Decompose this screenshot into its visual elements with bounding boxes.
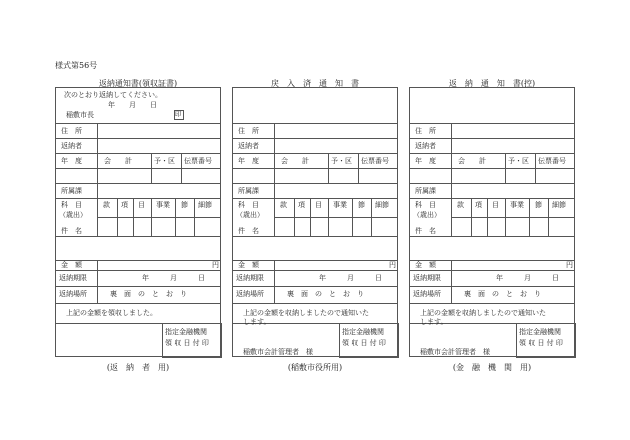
setsu-label: 節: [358, 201, 365, 209]
deadline-label: 返納期限: [236, 274, 264, 282]
row-divider: [97, 217, 220, 218]
row-divider: [410, 123, 574, 124]
row-divider: [56, 183, 220, 184]
amount-label: 金 額: [415, 261, 436, 269]
jigyou-label: 事業: [156, 201, 170, 209]
column-divider: [505, 153, 506, 168]
saisetsu-label: 細節: [198, 201, 212, 209]
moku-label: 目: [492, 201, 499, 209]
row-divider: [410, 198, 574, 199]
row-divider: [56, 198, 220, 199]
row-divider: [233, 168, 397, 169]
column-divider: [97, 138, 98, 153]
place-label: 返納場所: [59, 290, 87, 298]
receipt-text-2: します。: [243, 318, 271, 326]
column-divider: [97, 168, 98, 183]
receipt-text-1: 上記の金額を収納しましたので通知いた: [420, 309, 546, 317]
row-divider: [233, 286, 397, 287]
account-label: 会 計: [104, 157, 132, 165]
row-divider: [410, 168, 574, 169]
form-panel-1: [55, 87, 221, 357]
yoku-label: 予・区: [508, 157, 529, 165]
row-divider: [233, 198, 397, 199]
deadline-date: 年 月 日: [496, 274, 559, 282]
kou-label: 項: [121, 201, 128, 209]
subject-label: 科 目: [61, 201, 82, 209]
column-divider: [181, 153, 182, 168]
place-value: 裏 面 の と お り: [464, 290, 541, 298]
matter-label: 件 名: [415, 227, 436, 235]
saisetsu-label: 細節: [375, 201, 389, 209]
column-divider: [151, 168, 152, 183]
column-divider: [97, 270, 98, 286]
column-divider: [274, 270, 275, 286]
form-panel-2: [232, 87, 398, 357]
column-divider: [274, 286, 275, 303]
kan-label: 款: [457, 201, 464, 209]
amount-label: 金 額: [238, 261, 259, 269]
kou-label: 項: [475, 201, 482, 209]
row-divider: [274, 217, 397, 218]
column-divider: [274, 153, 275, 168]
bank-line-2: 領 収 日 付 印: [342, 339, 386, 347]
row-divider: [451, 217, 574, 218]
moku-label: 目: [315, 201, 322, 209]
yoku-label: 予・区: [331, 157, 352, 165]
column-divider: [181, 168, 182, 183]
receipt-text-1: 上記の金額を領収しました。: [66, 309, 157, 317]
column-divider: [451, 183, 452, 198]
kan-label: 款: [280, 201, 287, 209]
department-label: 所属課: [238, 187, 259, 195]
setsu-label: 節: [181, 201, 188, 209]
place-value: 裏 面 の と お り: [110, 290, 187, 298]
address-label: 住 所: [238, 127, 259, 135]
row-divider: [233, 270, 397, 271]
subject-label: 科 目: [415, 201, 436, 209]
bank-line-1: 指定金融機関: [519, 328, 561, 336]
slip-number-label: 伝票番号: [361, 157, 389, 165]
deadline-date: 年 月 日: [319, 274, 382, 282]
column-divider: [97, 123, 98, 138]
amount-label: 金 額: [61, 261, 82, 269]
account-label: 会 計: [458, 157, 486, 165]
subject-label: 科 目: [238, 201, 259, 209]
column-divider: [358, 168, 359, 183]
panel-footer: (金 融 機 関 用): [452, 363, 532, 372]
bank-line-2: 領 収 日 付 印: [165, 339, 209, 347]
column-divider: [97, 260, 98, 270]
column-divider: [535, 168, 536, 183]
column-divider: [274, 183, 275, 198]
column-divider: [451, 260, 452, 270]
matter-label: 件 名: [238, 227, 259, 235]
jigyou-label: 事業: [333, 201, 347, 209]
department-label: 所属課: [415, 187, 436, 195]
column-divider: [451, 153, 452, 168]
column-divider: [451, 168, 452, 183]
jigyou-label: 事業: [510, 201, 524, 209]
panel-footer: (稲敷市役所用): [287, 363, 343, 372]
deadline-date: 年 月 日: [142, 274, 205, 282]
subject-sub-label: （歳出）: [236, 211, 264, 219]
panel-title: 戻 入 済 通 知 書: [271, 79, 359, 88]
panel-footer: (返 納 者 用): [106, 363, 170, 372]
column-divider: [535, 153, 536, 168]
column-divider: [451, 270, 452, 286]
column-divider: [451, 138, 452, 153]
row-divider: [410, 286, 574, 287]
column-divider: [274, 260, 275, 270]
signatory: 稲敷市会計管理者 様: [243, 348, 313, 356]
receipt-text-2: します。: [420, 318, 448, 326]
column-divider: [97, 153, 98, 168]
notice-line: 次のとおり返納してください。: [64, 91, 162, 99]
signatory: 稲敷市会計管理者 様: [420, 348, 490, 356]
slip-number-label: 伝票番号: [538, 157, 566, 165]
account-label: 会 計: [281, 157, 309, 165]
row-divider: [410, 270, 574, 271]
panel-title: 返納通知書(領収証書): [98, 79, 178, 88]
yoku-label: 予・区: [154, 157, 175, 165]
date-line: 年 月 日: [108, 101, 157, 109]
row-divider: [56, 303, 220, 304]
fiscal-year-label: 年 度: [238, 157, 259, 165]
column-divider: [451, 286, 452, 303]
panel-title: 返 納 通 知 書(控): [448, 79, 536, 88]
deadline-label: 返納期限: [59, 274, 87, 282]
place-label: 返納場所: [236, 290, 264, 298]
issuer: 稲敷市長: [66, 111, 94, 119]
form-number: 様式第56号: [55, 61, 98, 70]
yen-label: 円: [566, 261, 573, 269]
column-divider: [97, 286, 98, 303]
row-divider: [233, 183, 397, 184]
row-divider: [233, 303, 397, 304]
row-divider: [56, 270, 220, 271]
row-divider: [410, 153, 574, 154]
row-divider: [233, 153, 397, 154]
subject-sub-label: （歳出）: [59, 211, 87, 219]
column-divider: [151, 153, 152, 168]
address-label: 住 所: [415, 127, 436, 135]
seal-mark: 印: [175, 110, 182, 118]
kou-label: 項: [298, 201, 305, 209]
place-value: 裏 面 の と お り: [287, 290, 364, 298]
setsu-label: 節: [535, 201, 542, 209]
column-divider: [328, 153, 329, 168]
receipt-text-1: 上記の金額を収納しましたので通知いた: [243, 309, 369, 317]
column-divider: [274, 138, 275, 153]
kan-label: 款: [103, 201, 110, 209]
slip-number-label: 伝票番号: [184, 157, 212, 165]
column-divider: [97, 183, 98, 198]
moku-label: 目: [138, 201, 145, 209]
payer-label: 返納者: [238, 142, 259, 150]
row-divider: [56, 123, 220, 124]
row-divider: [233, 138, 397, 139]
row-divider: [56, 138, 220, 139]
row-divider: [410, 236, 574, 237]
column-divider: [505, 168, 506, 183]
address-label: 住 所: [61, 127, 82, 135]
row-divider: [410, 303, 574, 304]
column-divider: [274, 123, 275, 138]
column-divider: [274, 168, 275, 183]
column-divider: [328, 168, 329, 183]
row-divider: [56, 153, 220, 154]
row-divider: [56, 286, 220, 287]
matter-label: 件 名: [61, 227, 82, 235]
row-divider: [233, 236, 397, 237]
saisetsu-label: 細節: [552, 201, 566, 209]
row-divider: [410, 138, 574, 139]
fiscal-year-label: 年 度: [61, 157, 82, 165]
payer-label: 返納者: [415, 142, 436, 150]
bank-line-2: 領 収 日 付 印: [519, 339, 563, 347]
deadline-label: 返納期限: [413, 274, 441, 282]
bank-line-1: 指定金融機関: [165, 328, 207, 336]
yen-label: 円: [389, 261, 396, 269]
bank-line-1: 指定金融機関: [342, 328, 384, 336]
yen-label: 円: [212, 261, 219, 269]
fiscal-year-label: 年 度: [415, 157, 436, 165]
column-divider: [358, 153, 359, 168]
row-divider: [56, 168, 220, 169]
department-label: 所属課: [61, 187, 82, 195]
place-label: 返納場所: [413, 290, 441, 298]
row-divider: [56, 236, 220, 237]
column-divider: [451, 123, 452, 138]
subject-sub-label: （歳出）: [413, 211, 441, 219]
form-panel-3: [409, 87, 575, 357]
payer-label: 返納者: [61, 142, 82, 150]
row-divider: [410, 183, 574, 184]
row-divider: [233, 123, 397, 124]
